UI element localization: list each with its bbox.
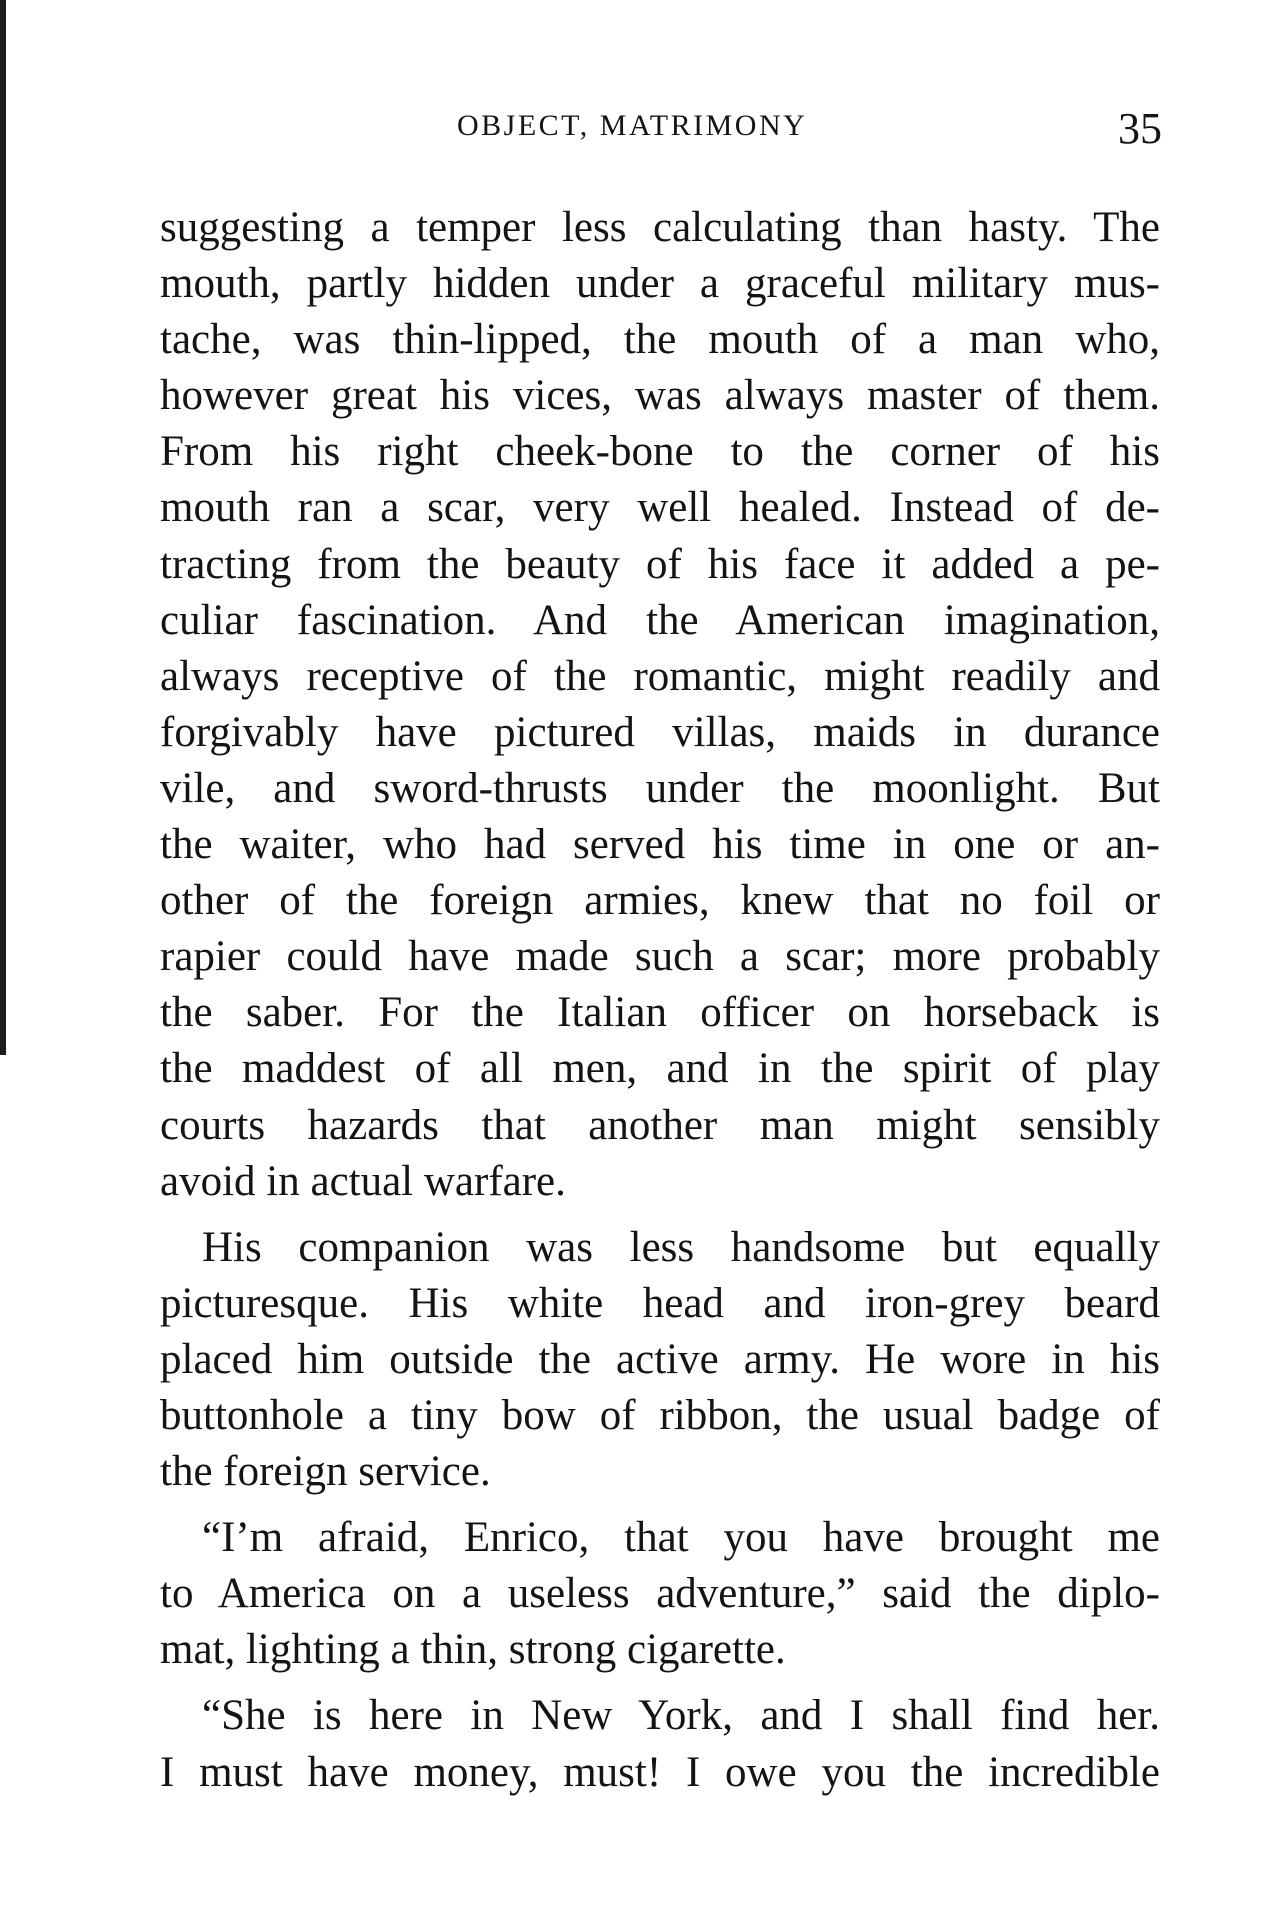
running-title: OBJECT, MATRIMONY [457,109,808,142]
text-line: the maddest of all men, and in the spirit of play [160,1045,1160,1093]
text-line: vile, and sword-thrusts under the moonlight. But [160,764,1160,812]
text-line: placed him outside the active army. He wore in his [160,1335,1160,1383]
text-line: to America on a useless adventure,” said the diplo- [160,1570,1160,1618]
text-line: always receptive of the romantic, might readily and [160,652,1160,700]
text-line: however great his vices, was always master of them. [160,372,1160,420]
text-line: the waiter, who had served his time in one or an- [160,821,1160,869]
text-line: suggesting a temper less calculating than hasty. The [160,204,1160,251]
text-line: tracting from the beauty of his face it added a pe- [160,540,1160,588]
text-line: His companion was less handsome but equally [202,1223,1160,1271]
text-line: avoid in actual warfare. [160,1157,566,1205]
text-line: picturesque. His white head and iron-grey beard [160,1279,1160,1327]
text-line: forgivably have pictured villas, maids in durance [160,708,1160,756]
text-line: courts hazards that another man might sensibly [160,1101,1160,1149]
text-line: rapier could have made such a scar; more probably [160,933,1160,981]
body-text [160,200,1160,1801]
page-binding-edge [0,0,6,1055]
text-line: From his right cheek-bone to the corner of his [160,428,1160,476]
running-header [160,103,1160,153]
text-line: the saber. For the Italian officer on horseback is [160,989,1160,1037]
text-line: mat, lighting a thin, strong cigarette. [160,1626,786,1674]
text-line: the foreign service. [160,1448,491,1496]
text-line: mouth ran a scar, very well healed. Instead of de- [160,484,1160,532]
text-line: other of the foreign armies, knew that no foil or [160,877,1160,925]
text-line: culiar fascination. And the American imagination, [160,596,1160,644]
text-line: buttonhole a tiny bow of ribbon, the usual badge of [160,1391,1160,1439]
page-number: 35 [1118,104,1162,153]
text-line: I must have money, must! I owe you the incredible [160,1748,1160,1796]
text-line: tache, was thin-lipped, the mouth of a man who, [160,316,1160,364]
text-line: mouth, partly hidden under a graceful military mus- [160,260,1160,308]
text-line: “She is here in New York, and I shall find her. [202,1692,1160,1740]
text-line: “I’m afraid, Enrico, that you have brought me [202,1514,1160,1562]
